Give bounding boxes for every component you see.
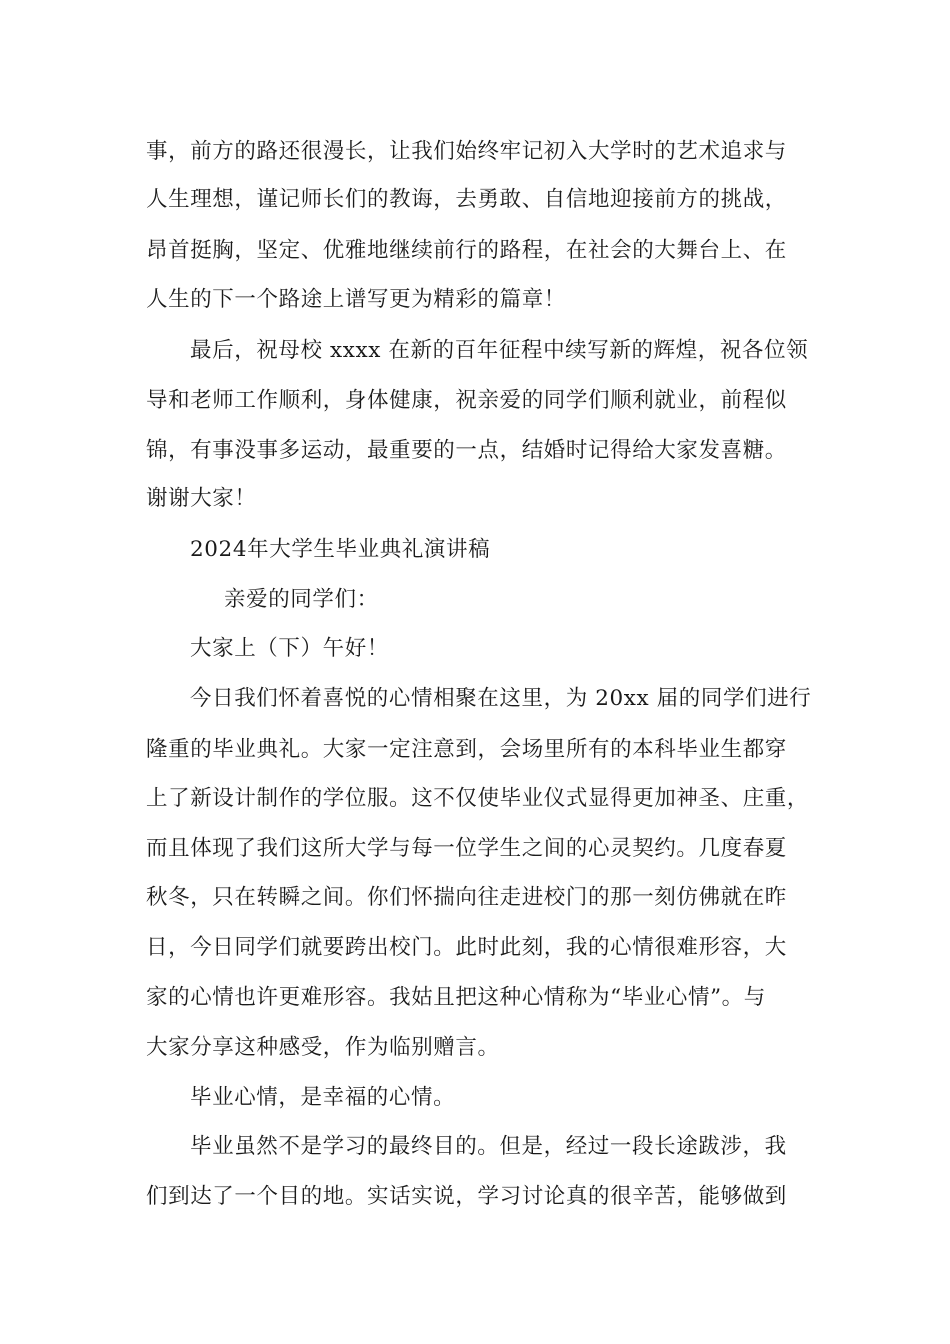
text-line: 最后，祝母校 xxxx 在新的百年征程中续写新的辉煌，祝各位领: [190, 338, 809, 363]
text-line: 而且体现了我们这所大学与每一位学生之间的心灵契约。几度春夏: [146, 836, 787, 861]
text-line: 家的心情也许更难形容。我姑且把这种心情称为“毕业心情”。与: [146, 985, 766, 1010]
greeting: 大家上（下）午好！: [190, 636, 389, 661]
text-line: 秋冬，只在转瞬之间。你们怀揣向往走进校门的那一刻仿佛就在昨: [146, 885, 787, 910]
text-line: 人生理想，谨记师长们的教诲，去勇敢、自信地迎接前方的挑战，: [146, 187, 787, 212]
text-line: 日，今日同学们就要跨出校门。此时此刻，我的心情很难形容，大: [146, 935, 787, 960]
salutation: 亲爱的同学们：: [224, 587, 379, 612]
text-line: 谢谢大家！: [146, 486, 257, 511]
text-line: 导和老师工作顺利，身体健康，祝亲爱的同学们顺利就业，前程似: [146, 388, 787, 413]
text-line: 昂首挺胸，坚定、优雅地继续前行的路程，在社会的大舞台上、在: [146, 238, 787, 263]
text-line: 们到达了一个目的地。实话实说，学习讨论真的很辛苦，能够做到: [146, 1184, 787, 1209]
text-line: 毕业虽然不是学习的最终目的。但是，经过一段长途跋涉，我: [190, 1134, 787, 1159]
text-line: 人生的下一个路途上谱写更为精彩的篇章！: [146, 287, 566, 312]
text-line: 上了新设计制作的学位服。这不仅使毕业仪式显得更加神圣、庄重，: [146, 786, 810, 811]
text-line: 今日我们怀着喜悦的心情相聚在这里，为 20xx 届的同学们进行: [190, 686, 812, 711]
text-line: 大家分享这种感受，作为临别赠言。: [146, 1035, 500, 1060]
text-line: 锦，有事没事多运动，最重要的一点，结婚时记得给大家发喜糖。: [146, 438, 787, 463]
text-line: 毕业心情，是幸福的心情。: [190, 1085, 456, 1110]
text-line: 事，前方的路还很漫长，让我们始终牢记初入大学时的艺术追求与: [146, 139, 787, 164]
section-title: 2024年大学生毕业典礼演讲稿: [190, 537, 491, 562]
text-line: 隆重的毕业典礼。大家一定注意到，会场里所有的本科毕业生都穿: [146, 737, 787, 762]
